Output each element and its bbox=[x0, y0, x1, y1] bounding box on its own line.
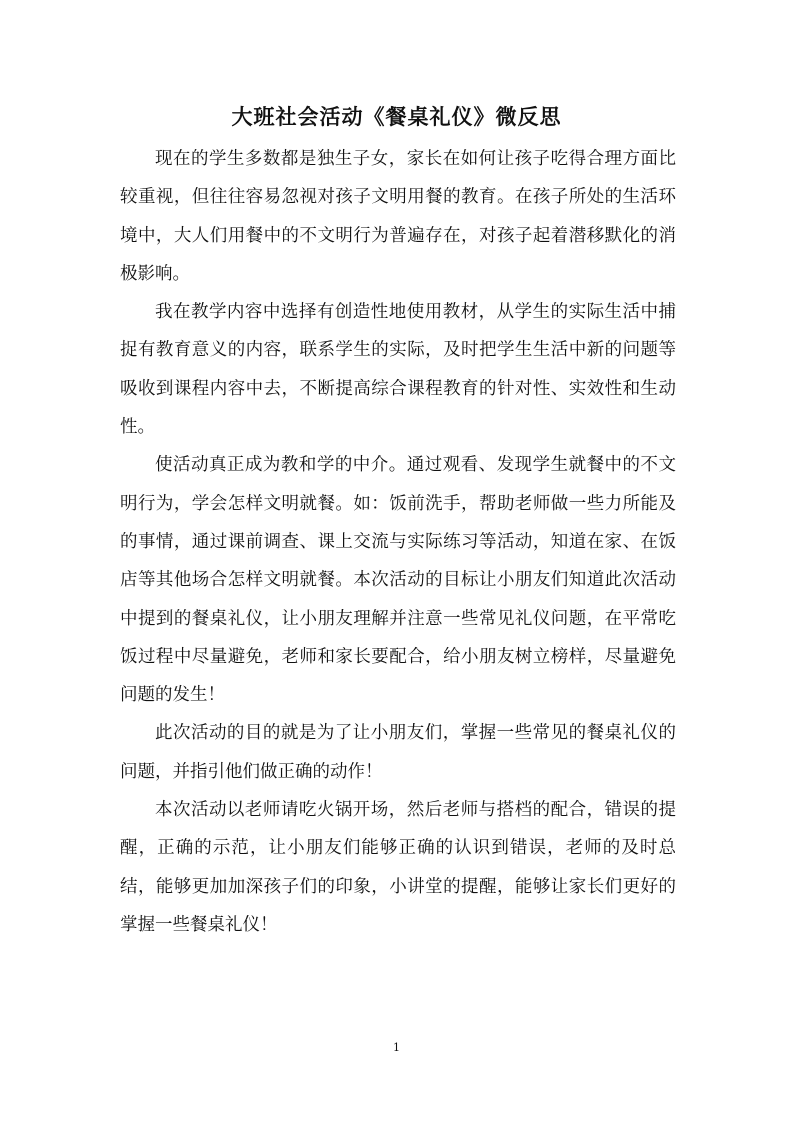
paragraph: 现在的学生多数都是独生子女，家长在如何让孩子吃得合理方面比较重视，但往往容易忽视对孩子文明用餐的教育。在孩子所处的生活环境中，大人们用餐中的不文明行为普遍存在，对孩子起着潜移默化的消极影响。 bbox=[120, 149, 676, 284]
paragraph: 使活动真正成为教和学的中介。通过观看、发现学生就餐中的不文明行为，学会怎样文明就餐。如：饭前洗手，帮助老师做一些力所能及的事情，通过课前调查、课上交流与实际练习等活动，知道在家、在饭店等其他场合怎样文明就餐。本次活动的目标让小朋友们知道此次活动中提到的餐桌礼仪，让小朋友理解并注意一些常见礼仪问题，在平常吃饭过程中尽量避免，老师和家长要配合，给小朋友树立榜样，尽量避免问题的发生！ bbox=[120, 455, 676, 706]
paragraph: 本次活动以老师请吃火锅开场，然后老师与搭档的配合，错误的提醒，正确的示范，让小朋友们能够正确的认识到错误，老师的及时总结，能够更加加深孩子们的印象，小讲堂的提醒，能够让家长们更好的掌握一些餐桌礼仪！ bbox=[120, 800, 676, 935]
paragraph: 此次活动的目的就是为了让小朋友们，掌握一些常见的餐桌礼仪的问题，并指引他们做正确的动作！ bbox=[120, 723, 676, 782]
document-title: 大班社会活动《餐桌礼仪》微反思 bbox=[231, 105, 562, 129]
page-number: 1 bbox=[393, 1041, 400, 1054]
paragraph: 我在教学内容中选择有创造性地使用教材，从学生的实际生活中捕捉有教育意义的内容，联系学生的实际，及时把学生生活中新的问题等吸收到课程内容中去，不断提高综合课程教育的针对性、实效性和生动性。 bbox=[120, 302, 676, 438]
document-body bbox=[120, 140, 676, 944]
